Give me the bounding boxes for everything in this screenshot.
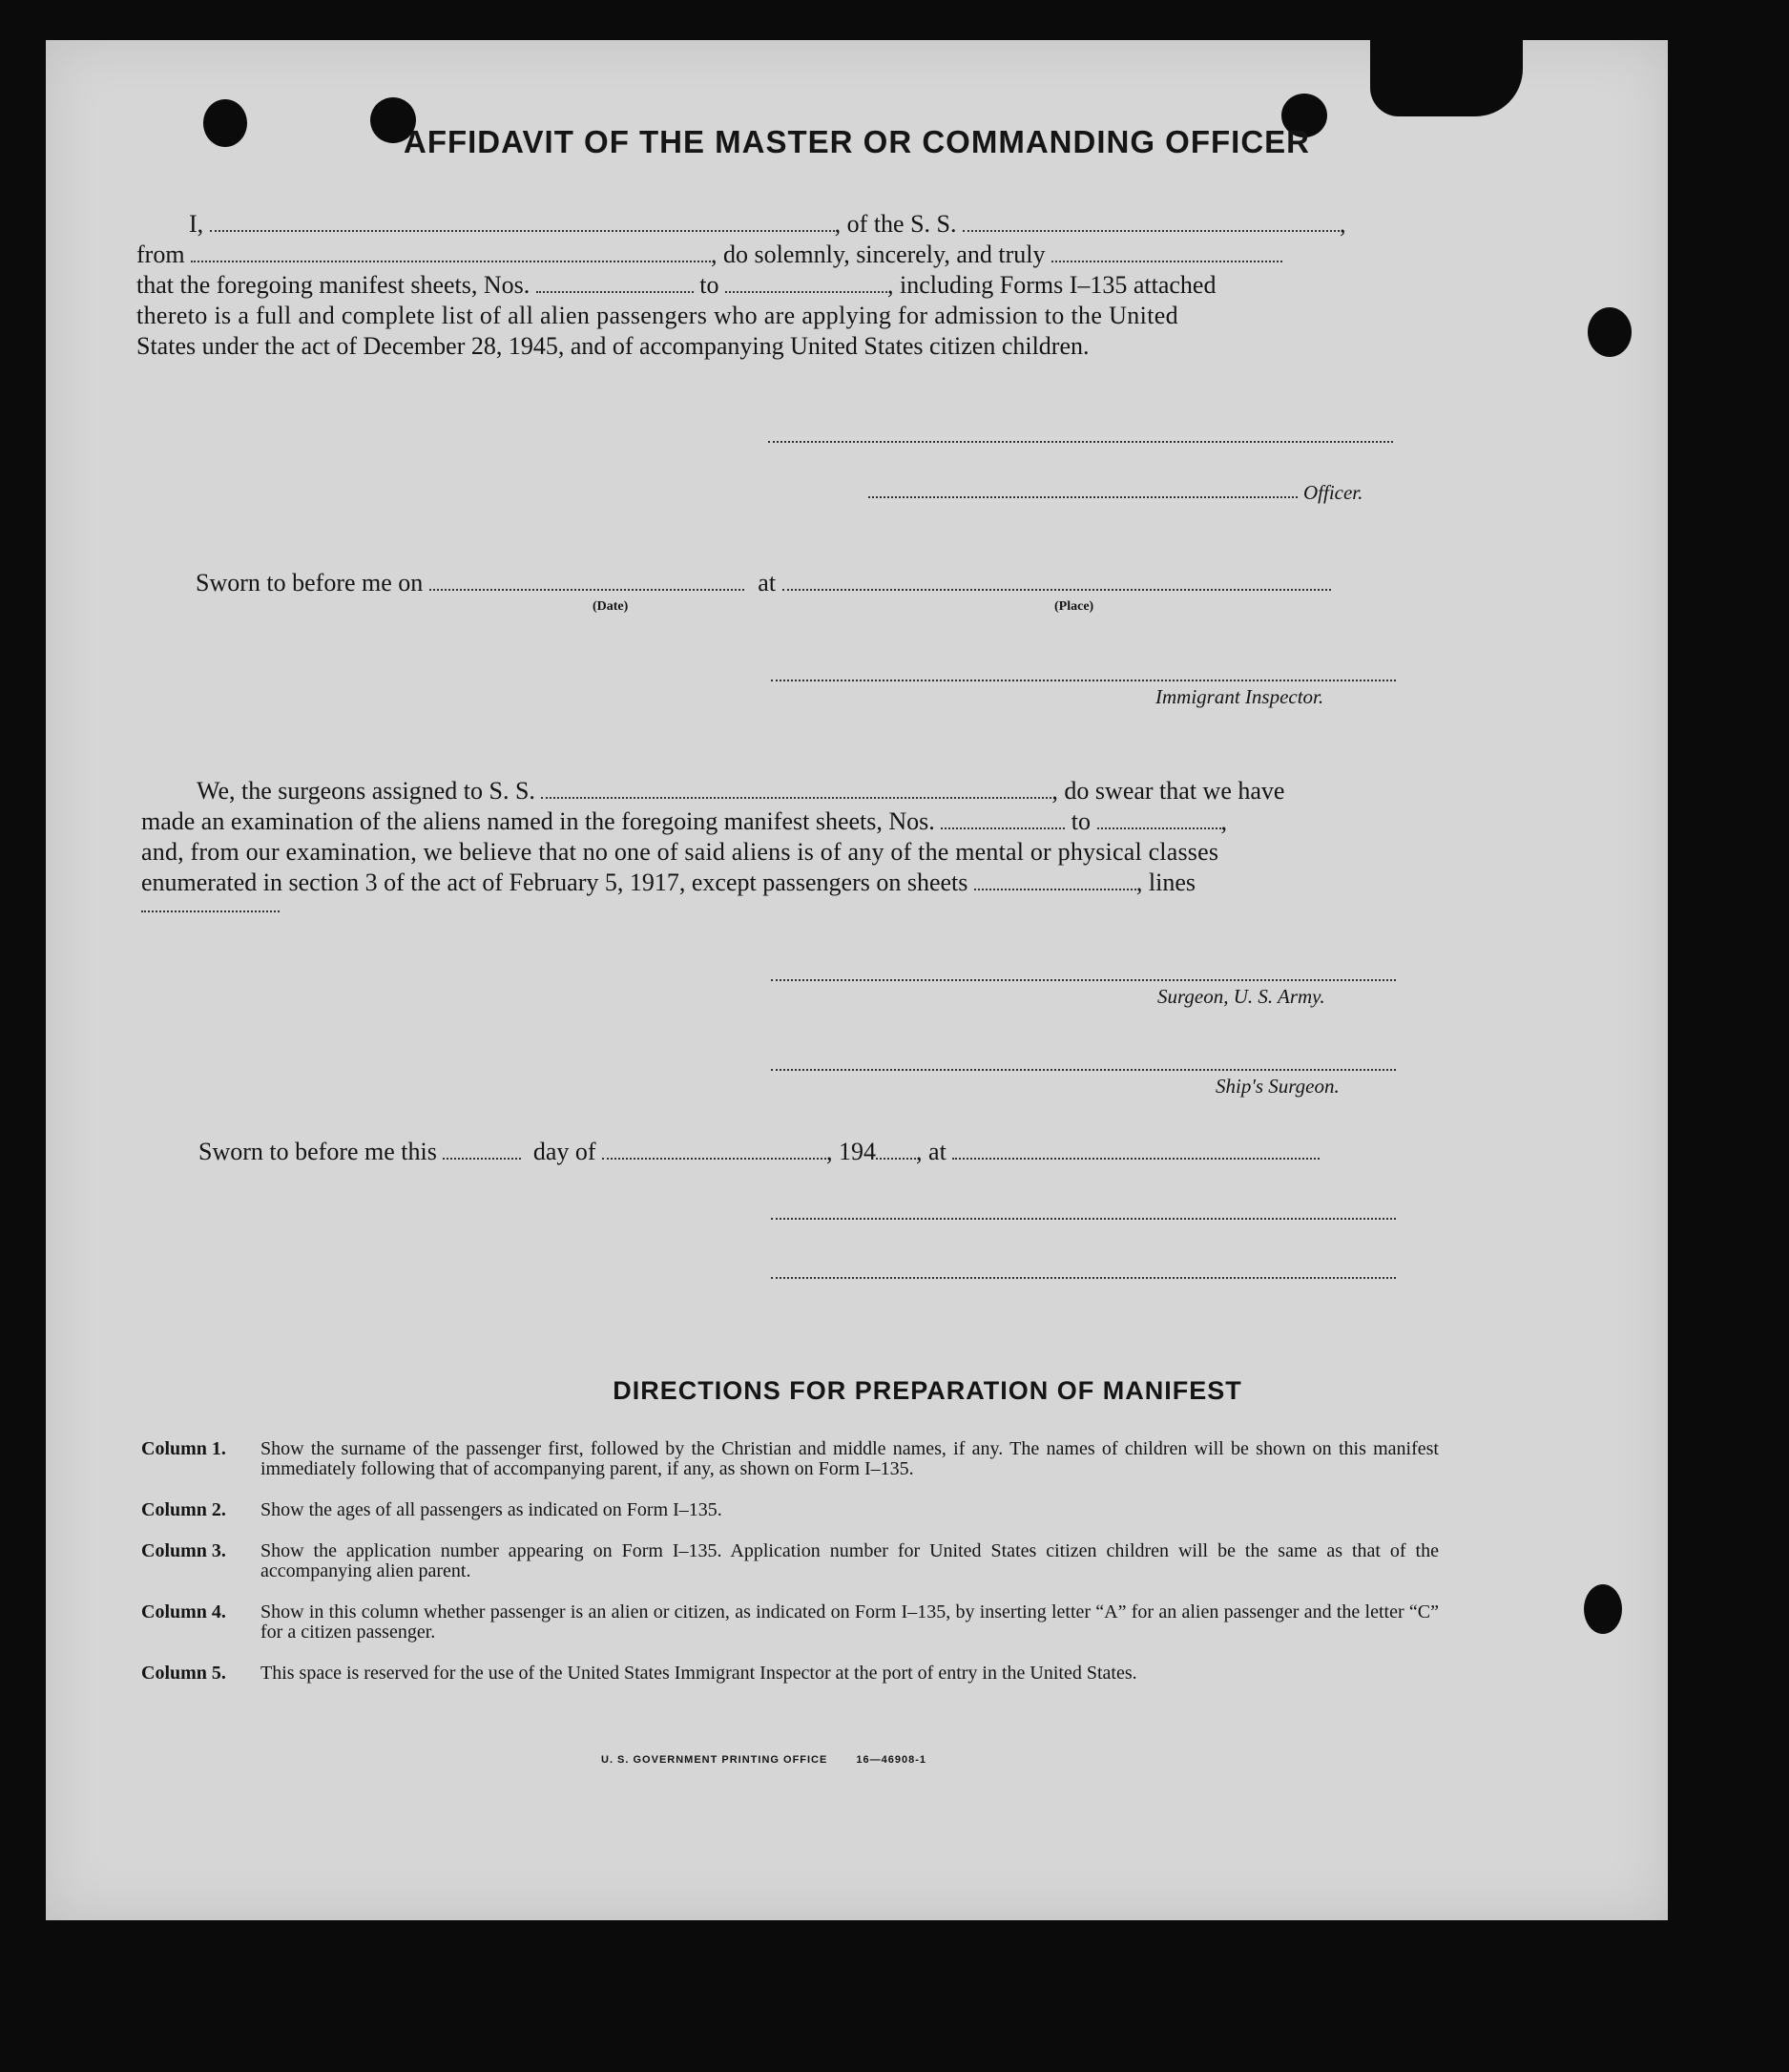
direction-item [141,1500,1439,1520]
sheets-to-field[interactable] [725,272,887,293]
direction-item [141,1439,1439,1479]
from-field[interactable] [191,241,711,262]
inspector-caption: Immigrant Inspector. [1155,685,1324,708]
direction-label: Column 1. [141,1438,226,1459]
place-field[interactable] [782,570,1331,591]
direction-text: Show the ages of all passengers as indicated on Form I–135. [260,1499,722,1520]
affidavit-line-1: I, , of the S. S. , [189,210,1346,238]
year-field[interactable] [876,1139,916,1160]
direction-label: Column 5. [141,1663,226,1684]
surgeons-line-2: made an examination of the aliens named in the foregoing manifest sheets, Nos. to , [141,807,1227,835]
directions-list [141,1439,1439,1705]
affidavit-line-4: thereto is a full and complete list of all alien passengers who are applying for admission to the United [136,302,1179,329]
surgeon-ship-field[interactable] [541,778,1051,799]
surgeons-line-3: and, from our examination, we believe that no one of said aliens is of any of the mental or physical classes [141,838,1219,866]
punch-hole [1584,1584,1622,1634]
officer-caption: Officer. [1303,481,1363,504]
direction-label: Column 2. [141,1499,226,1520]
surgeon-sheets-to-field[interactable] [1097,808,1221,829]
date-field[interactable] [429,570,744,591]
direction-label: Column 3. [141,1540,226,1561]
punch-hole [1588,307,1632,357]
name-field[interactable] [210,211,835,232]
army-surgeon-caption: Surgeon, U. S. Army. [1157,985,1325,1008]
except-sheets-field[interactable] [974,869,1136,890]
date-caption: (Date) [593,599,629,614]
surgeon-sheets-from-field[interactable] [941,808,1065,829]
place-caption: (Place) [1054,599,1094,614]
sworn-place-field[interactable] [952,1139,1320,1160]
direction-label: Column 4. [141,1601,226,1622]
sworn-signature-line-1[interactable] [771,1218,1396,1220]
officer-signature-line-2[interactable] [868,496,1298,498]
printer-imprint: U. S. GOVERNMENT PRINTING OFFICE 16—46908-1 [601,1754,927,1766]
sworn-on-line: Sworn to before me on at [196,569,1331,597]
affidavit-line-3: that the foregoing manifest sheets, Nos. to , including Forms I–135 attached [136,271,1217,299]
affidavit-line-2: from , do solemnly, sincerely, and truly [136,241,1282,269]
lines-field[interactable] [141,910,280,912]
direction-item [141,1541,1439,1581]
inspector-signature-line[interactable] [771,680,1396,681]
swear-field[interactable] [1051,241,1282,262]
affidavit-line-5: States under the act of December 28, 1945, and of accompanying United States citizen children. [136,332,1090,360]
affidavit-title: AFFIDAVIT OF THE MASTER OR COMMANDING OFFICER [403,124,1310,159]
ship-surgeon-caption: Ship's Surgeon. [1216,1075,1340,1098]
ship-surgeon-signature-line[interactable] [771,1069,1396,1071]
army-surgeon-signature-line[interactable] [771,979,1396,981]
direction-text: Show in this column whether passenger is an alien or citizen, as indicated on Form I–135, by inserting letter “A” for an alien passenger and the letter “C” for a citizen passenger. [260,1601,1439,1643]
month-field[interactable] [602,1139,826,1160]
sworn-this-line: Sworn to before me this day of , 194 , at [198,1138,1320,1166]
document-page [46,40,1668,1920]
officer-signature-line-1[interactable] [768,441,1393,443]
torn-corner [1370,40,1523,116]
direction-text: This space is reserved for the use of the United States Immigrant Inspector at the port of entry in the United States. [260,1663,1137,1684]
surgeons-line-1: We, the surgeons assigned to S. S. , do swear that we have [197,777,1285,805]
direction-text: Show the surname of the passenger first, followed by the Christian and middle names, if any. The names of children will be shown on this manifest immediately following that of accompanying parent, if any, as shown on Form I–135. [260,1438,1439,1479]
ship-name-field[interactable] [963,211,1340,232]
sheets-from-field[interactable] [536,272,694,293]
day-field[interactable] [443,1139,521,1160]
directions-title: DIRECTIONS FOR PREPARATION OF MANIFEST [613,1376,1242,1405]
surgeons-line-4: enumerated in section 3 of the act of February 5, 1917, except passengers on sheets , lines [141,869,1196,896]
direction-item [141,1664,1439,1684]
direction-item [141,1602,1439,1643]
sworn-signature-line-2[interactable] [771,1277,1396,1279]
direction-text: Show the application number appearing on Form I–135. Application number for United States citizen children will be the same as that of the accompanying alien parent. [260,1540,1439,1581]
